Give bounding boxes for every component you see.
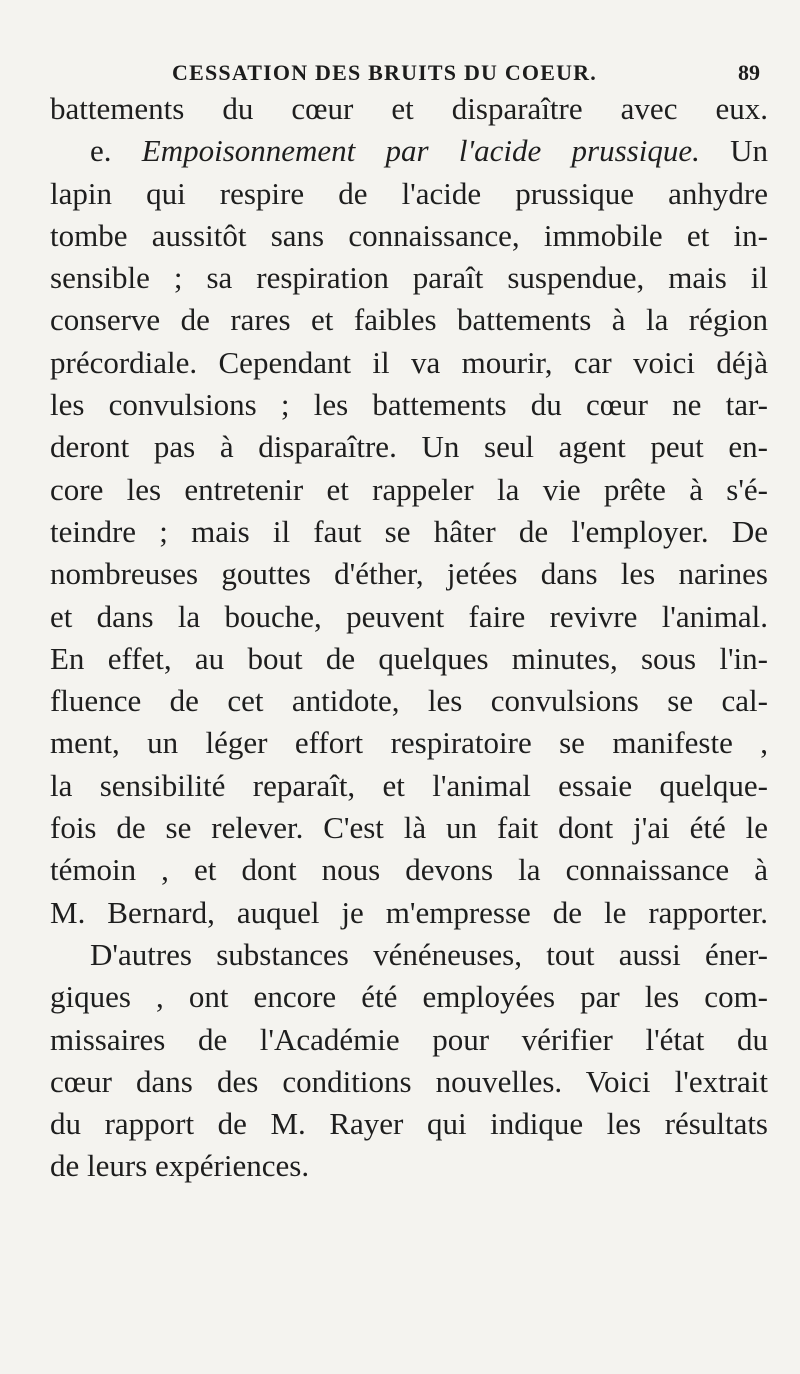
text-line: du rapport de M. Rayer qui indique les résultats	[50, 1106, 768, 1142]
text-line: précordiale. Cependant il va mourir, car voici déjà	[50, 344, 768, 380]
page-number: 89	[738, 60, 760, 85]
text-line: giques , ont encore été employées par les com-	[50, 979, 768, 1015]
text-fragment: Un	[699, 133, 768, 169]
text-line: nombreuses gouttes d'éther, jetées dans les narines	[50, 556, 768, 592]
text-line: battements du cœur et disparaître avec eux.	[50, 91, 768, 126]
text-line: deront pas à disparaître. Un seul agent peut en-	[50, 429, 768, 465]
text-line: conserve de rares et faibles battements à la région	[50, 302, 768, 338]
text-line: fois de se relever. C'est là un fait dont j'ai été le	[50, 810, 768, 846]
paragraph-start-line: D'autres substances vénéneuses, tout aussi éner-	[90, 936, 768, 972]
text-line: lapin qui respire de l'acide prussique anhydre	[50, 175, 768, 211]
text-line: témoin , et dont nous devons la connaissance à	[50, 852, 768, 888]
text-line: fluence de cet antidote, les convulsions se cal-	[50, 683, 768, 719]
text-line: ment, un léger effort respiratoire se manifeste ,	[50, 725, 768, 761]
body-text	[50, 88, 768, 1188]
text-line: sensible ; sa respiration paraît suspendue, mais il	[50, 260, 768, 296]
running-head: CESSATION DES BRUITS DU COEUR.	[172, 60, 597, 85]
text-line: de leurs expériences.	[50, 1148, 310, 1184]
text-line: les convulsions ; les battements du cœur ne tar-	[50, 387, 768, 423]
text-line: et dans la bouche, peuvent faire revivre l'animal.	[50, 598, 768, 634]
text-line: tombe aussitôt sans connaissance, immobile et in-	[50, 217, 768, 253]
section-marker: e.	[90, 133, 142, 169]
text-line: cœur dans des conditions nouvelles. Voici l'extrait	[50, 1063, 768, 1099]
text-line: En effet, au bout de quelques minutes, sous l'in-	[50, 640, 768, 676]
section-title: Empoisonnement par l'acide prussique.	[141, 133, 700, 169]
text-line: teindre ; mais il faut se hâter de l'employer. De	[50, 513, 768, 549]
text-line: M. Bernard, auquel je m'empresse de le rapporter.	[50, 894, 768, 930]
text-line: la sensibilité reparaît, et l'animal essaie quelque-	[50, 767, 768, 803]
text-line: missaires de l'Académie pour vérifier l'état du	[50, 1021, 768, 1057]
text-line: core les entretenir et rappeler la vie prête à s'é-	[50, 471, 768, 507]
section-heading-line	[50, 130, 768, 172]
